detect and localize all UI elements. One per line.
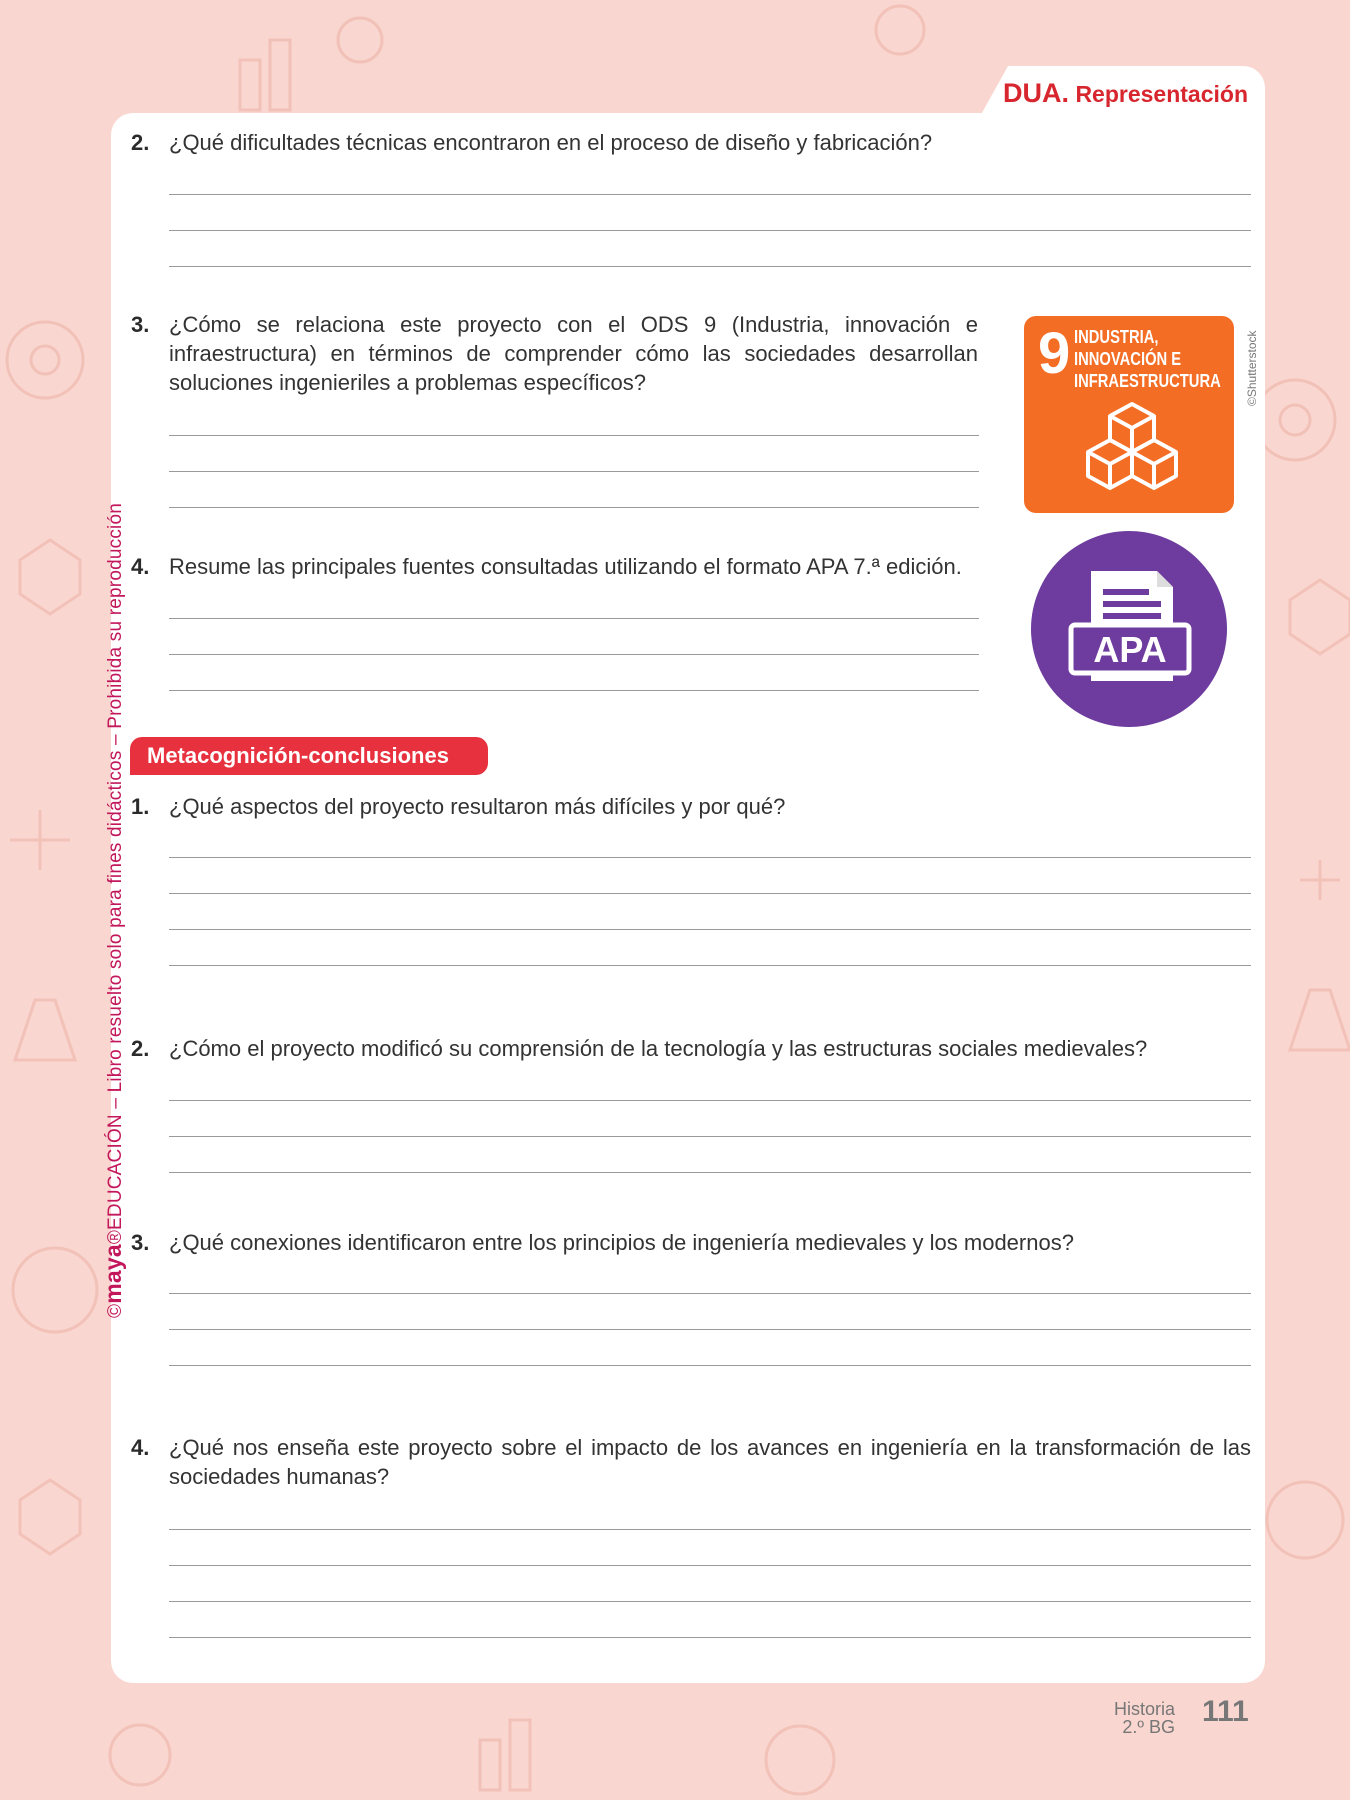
answer-line[interactable] — [169, 1172, 1251, 1173]
sdg9-number: 9 — [1038, 321, 1071, 386]
answer-line[interactable] — [169, 857, 1251, 858]
question-2-top: 2. ¿Qué dificultades técnicas encontraron en el proceso de diseño y fabricación? — [131, 130, 933, 155]
answer-line[interactable] — [169, 1365, 1251, 1366]
answer-line[interactable] — [169, 690, 979, 691]
question-3-meta: 3. ¿Qué conexiones identificaron entre los principios de ingeniería medievales y los modernos? — [131, 1230, 1074, 1255]
answer-line[interactable] — [169, 618, 979, 619]
sdg9-title: INDUSTRIA, INNOVACIÓN E INFRAESTRUCTURA — [1074, 327, 1221, 391]
copyright-notice: ©maya®EDUCACIÓN – Libro resuelto solo para fines didácticos – Prohibida su reproducción — [100, 503, 126, 1318]
answer-line[interactable] — [169, 893, 1251, 894]
answer-line[interactable] — [169, 1601, 1251, 1602]
answer-line[interactable] — [169, 230, 1251, 231]
apa-label: APA — [1093, 629, 1167, 670]
sdg9-card — [1024, 316, 1234, 513]
answer-line[interactable] — [169, 1329, 1251, 1330]
question-3-top: 3. ¿Cómo se relaciona este proyecto con el ODS 9 (Industria, innovación e infraestructura) en términos de comprender cómo las sociedades desarrollan soluciones ingenieriles a problemas específicos? — [131, 312, 978, 395]
answer-line[interactable] — [169, 1565, 1251, 1566]
question-4-top: 4. Resume las principales fuentes consultadas utilizando el formato APA 7.ª edición. — [131, 554, 962, 579]
answer-line[interactable] — [169, 471, 979, 472]
answer-line[interactable] — [169, 654, 979, 655]
cubes-icon — [1082, 400, 1182, 500]
answer-line[interactable] — [169, 1136, 1251, 1137]
answer-line[interactable] — [169, 266, 1251, 267]
question-2-meta: 2. ¿Cómo el proyecto modificó su comprensión de la tecnología y las estructuras sociales medievales? — [131, 1036, 1148, 1061]
answer-line[interactable] — [169, 1637, 1251, 1638]
dua-header: DUA. Representación — [1003, 78, 1248, 108]
footer-subject: Historia 2.º BG — [1114, 1699, 1176, 1737]
answer-line[interactable] — [169, 507, 979, 508]
answer-line[interactable] — [169, 435, 979, 436]
apa-document-icon — [1031, 531, 1227, 727]
answer-line[interactable] — [169, 1529, 1251, 1530]
answer-line[interactable] — [169, 965, 1251, 966]
answer-line[interactable] — [169, 194, 1251, 195]
question-1-meta: 1. ¿Qué aspectos del proyecto resultaron más difíciles y por qué? — [131, 794, 786, 819]
answer-line[interactable] — [169, 1100, 1251, 1101]
question-4-meta: 4. ¿Qué nos enseña este proyecto sobre el impacto de los avances en ingeniería en la transformación de las sociedades humanas? — [131, 1435, 1251, 1489]
page-number: 111 — [1202, 1695, 1249, 1728]
answer-line[interactable] — [169, 1293, 1251, 1294]
answer-line[interactable] — [169, 929, 1251, 930]
section-title: Metacognición-conclusiones — [130, 737, 488, 775]
image-credit: ©Shutterstock — [1245, 330, 1259, 406]
